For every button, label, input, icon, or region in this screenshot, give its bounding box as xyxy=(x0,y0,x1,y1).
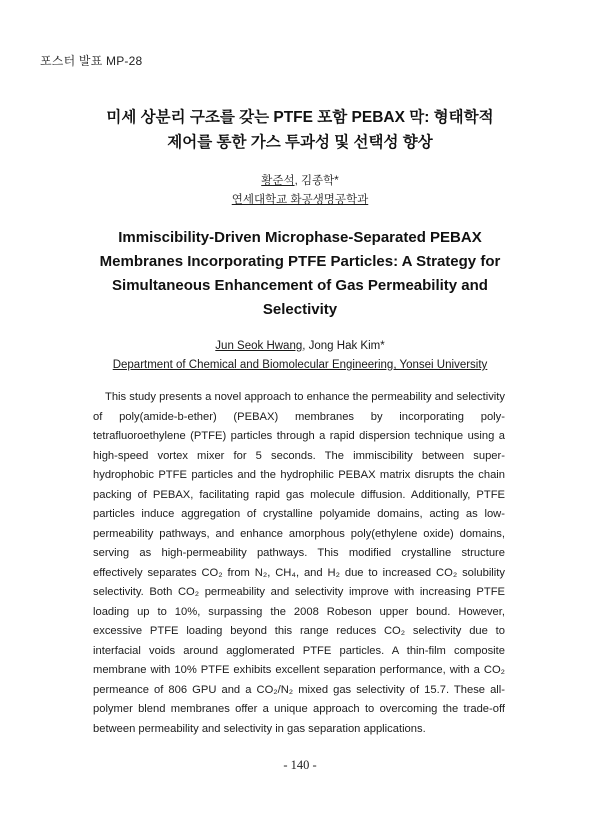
korean-authors xyxy=(0,172,600,191)
korean-author-2: 김종학* xyxy=(300,175,339,187)
english-authors xyxy=(0,337,600,356)
english-title-line-1: Immiscibility-Driven Microphase-Separated PEBAX xyxy=(118,229,482,246)
english-title xyxy=(70,226,530,322)
english-title-line-3: Simultaneous Enhancement of Gas Permeability and xyxy=(112,277,488,294)
session-label: 포스터 발표 MP-28 xyxy=(40,54,143,68)
korean-author-separator: , xyxy=(294,175,301,187)
page-number: - 140 - xyxy=(283,758,317,772)
korean-author-1: 황준석 xyxy=(261,175,295,187)
english-title-line-4: Selectivity xyxy=(262,301,338,318)
english-author-2: Jong Hak Kim* xyxy=(308,340,385,352)
english-affiliation: Department of Chemical and Biomolecular Engineering, Yonsei University xyxy=(112,359,488,371)
korean-title-line-1: 미세 상분리 구조를 갖는 PTFE 포함 PEBAX 막: 형태학적 xyxy=(106,109,494,126)
english-author-separator: , xyxy=(302,340,309,352)
english-title-line-2: Membranes Incorporating PTFE Particles: A Strategy for xyxy=(99,253,501,270)
english-author-1: Jun Seok Hwang xyxy=(215,340,303,352)
korean-affiliation: 연세대학교 화공생명공학과 xyxy=(231,194,369,206)
english-author-block xyxy=(0,337,600,375)
korean-title xyxy=(60,105,540,155)
abstract-text: This study presents a novel approach to enhance the permeability and selectivity of poly(amide-b-ether) (PEBAX) membranes by incorporating polytetrafluoroethylene (PTFE) particles through a rapid dispersion technique using a high-speed vortex mixer for 5 seconds. The immiscibility between superhydrophobic PTFE particles and the hydrophilic PEBAX matrix disrupts the chain packing of PEBAX, facilitating rapid gas molecule diffusion. Additionally, PTFE particles induce aggregation of crystalline polyamide domains, acting as low-permeability pathways, and enhance amorphous poly(ethylene oxide) domains, serving as high-permeability pathways. This modified crystalline structure effectively separates CO₂ from N₂, CH₄, and H₂ due to increased CO₂ solubility selectivity. Both CO₂ permeability and selectivity improve with increasing PTFE loading up to 10%, surpassing the 2008 Robeson upper bound. However, excessive PTFE loading beyond this range reduces CO₂ selectivity due to interfacial voids around agglomerated PTFE particles. A thin-film composite membrane with 10% PTFE exhibits excellent separation performance, with a CO₂ permeance of 806 GPU and a CO₂/N₂ mixed gas selectivity of 15.7. These all-polymer blend membranes offer a unique approach to overcoming the trade-off between permeability and selectivity in gas separation applications. xyxy=(93,391,505,735)
korean-title-line-2: 제어를 통한 가스 투과성 및 선택성 향상 xyxy=(167,134,433,151)
korean-author-block xyxy=(0,172,600,210)
